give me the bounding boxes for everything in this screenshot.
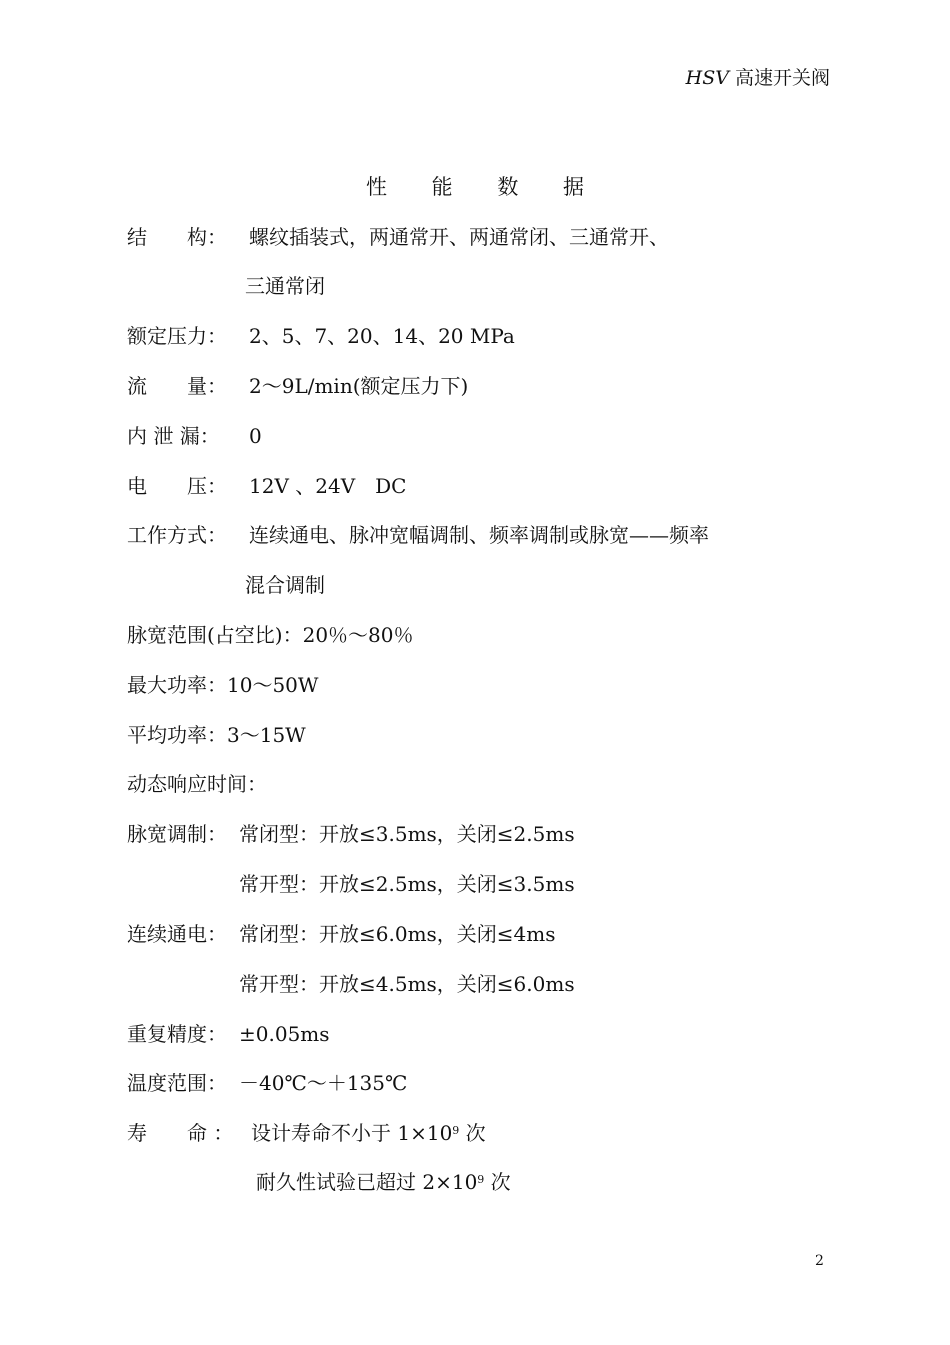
spec-label: 重复精度： (127, 1022, 227, 1046)
spec-label: 工作方式： (127, 523, 227, 547)
spec-row-structure (127, 224, 669, 250)
title-char: 据 (563, 175, 585, 199)
spec-value: 10～50W (227, 673, 319, 697)
spec-row-repeatability (127, 1021, 330, 1047)
spec-value: 2～9L/min(额定压力下) (249, 374, 469, 398)
spec-row-pwm (127, 821, 575, 847)
page-number: 2 (815, 1253, 824, 1269)
spec-value: 3～15W (227, 723, 306, 747)
spec-value: 螺纹插装式，两通常开、两通常闭、三通常开、 (249, 225, 669, 249)
spec-value: ±0.05ms (239, 1022, 330, 1046)
spec-label: 结 构： (127, 225, 227, 249)
spec-label: 流 量： (127, 374, 227, 398)
spec-label: 温度范围： (127, 1071, 227, 1095)
spec-label: 最大功率： (127, 673, 227, 697)
exponent: 9 (477, 1173, 485, 1186)
exponent: 9 (452, 1124, 460, 1137)
life-text: 次 (459, 1121, 486, 1145)
spec-row-duty-cycle (127, 622, 414, 648)
spec-row-voltage (127, 473, 406, 499)
spec-value: 常闭型：开放≤6.0ms，关闭≤4ms (239, 922, 556, 946)
spec-continuation: 常开型：开放≤4.5ms，关闭≤6.0ms (239, 972, 575, 996)
spec-row-flow (127, 373, 468, 399)
spec-continuation (256, 1169, 511, 1195)
title-char: 能 (431, 175, 453, 199)
spec-value: 20％～80％ (302, 623, 414, 647)
spec-label: 寿 命 ： (127, 1121, 234, 1145)
spec-row-continuous (127, 921, 556, 947)
spec-row-response-time (127, 771, 267, 797)
spec-value: 12V 、24V DC (249, 474, 407, 498)
spec-label: 内 泄 漏： (127, 424, 220, 448)
title-char: 性 (365, 175, 387, 199)
life-text: 次 (484, 1170, 511, 1194)
spec-row-temperature (127, 1070, 407, 1096)
spec-row-leakage (127, 423, 262, 449)
spec-label: 额定压力： (127, 324, 227, 348)
spec-value (251, 1120, 486, 1146)
spec-label: 电 压： (127, 474, 227, 498)
spec-row-avg-power (127, 722, 306, 748)
spec-value: 常闭型：开放≤3.5ms，关闭≤2.5ms (239, 822, 575, 846)
spec-label: 脉宽调制： (127, 822, 227, 846)
spec-label: 动态响应时间： (127, 772, 267, 796)
spec-row-rated-pressure (127, 323, 515, 349)
spec-row-max-power (127, 672, 318, 698)
spec-continuation: 混合调制 (245, 573, 325, 597)
header-title-text: 高速开关阀 (734, 67, 830, 89)
spec-row-operating-mode (127, 522, 709, 548)
spec-continuation: 常开型：开放≤2.5ms，关闭≤3.5ms (239, 872, 575, 896)
spec-label: 平均功率： (127, 723, 227, 747)
life-text: 耐久性试验已超过 2×10 (256, 1170, 478, 1194)
header-brand: HSV (685, 67, 729, 89)
spec-row-lifetime (127, 1120, 486, 1146)
running-header (686, 66, 830, 90)
spec-value: 2、5、7、20、14、20 MPa (249, 324, 515, 348)
spec-label: 脉宽范围(占空比)： (127, 623, 303, 647)
spec-continuation: 三通常闭 (245, 274, 325, 298)
life-text: 设计寿命不小于 1×10 (251, 1121, 453, 1145)
title-char: 数 (497, 175, 519, 199)
page-title (0, 174, 950, 200)
spec-value: －40℃～＋135℃ (239, 1071, 408, 1095)
spec-value: 连续通电、脉冲宽幅调制、频率调制或脉宽——频率 (249, 523, 709, 547)
spec-value: 0 (249, 424, 262, 448)
spec-label: 连续通电： (127, 922, 227, 946)
